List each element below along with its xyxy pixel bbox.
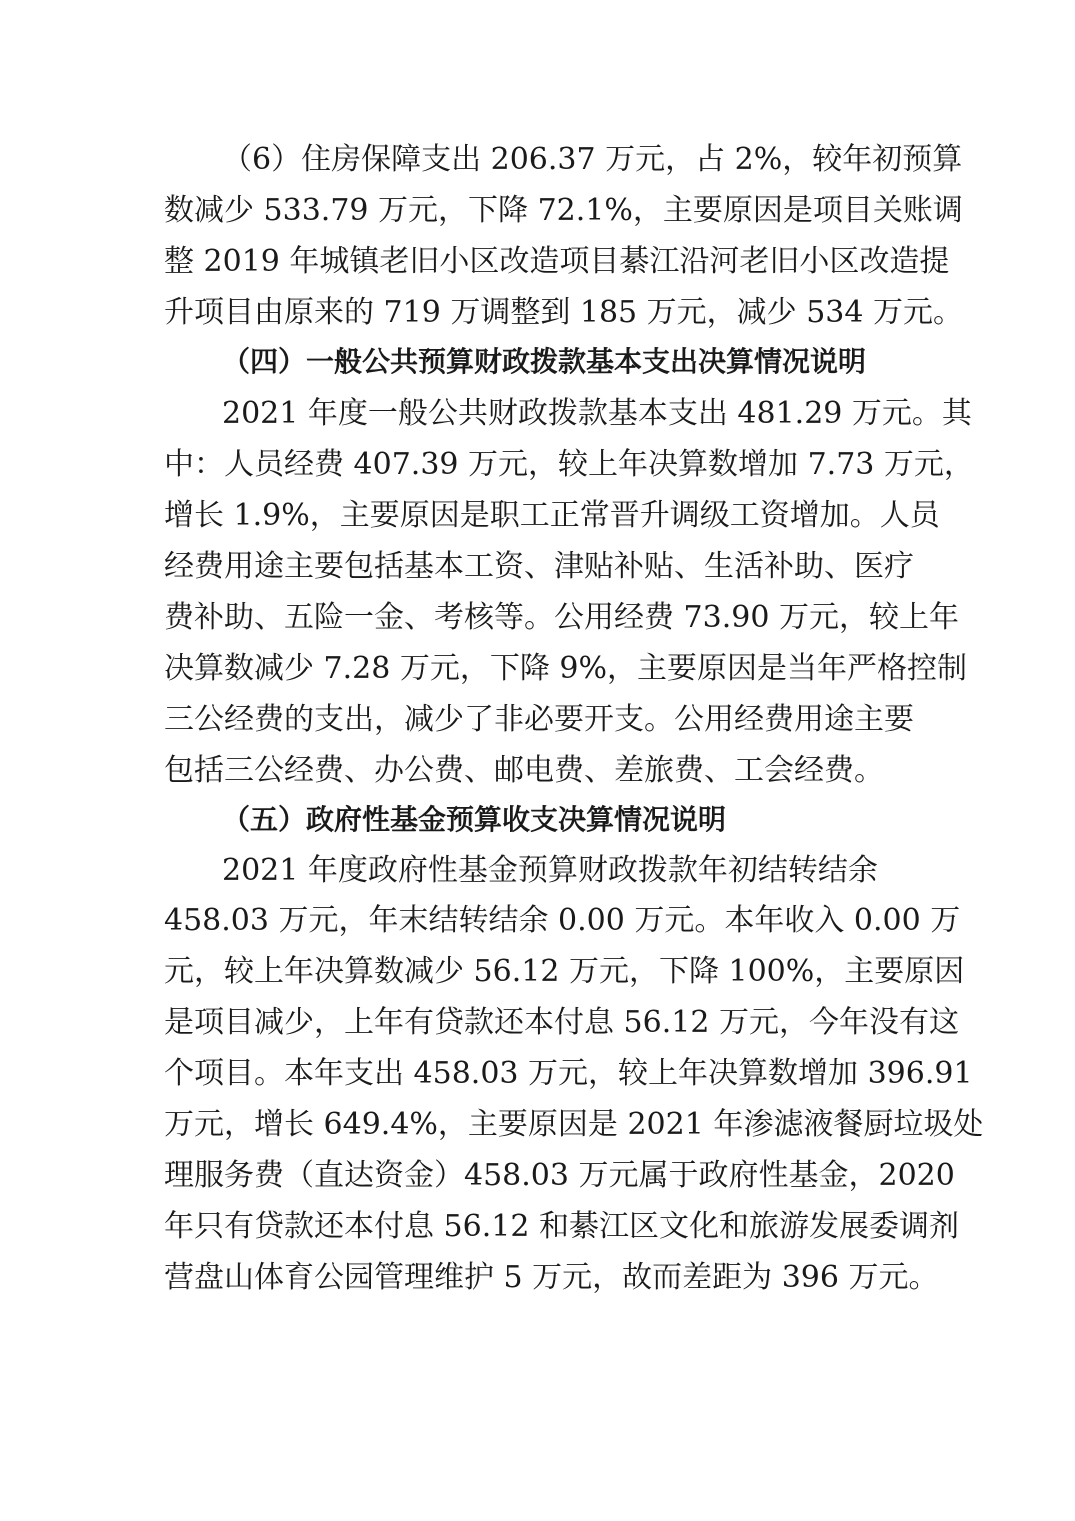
paragraph-line: 2021 年度政府性基金预算财政拨款年初结转结余	[222, 853, 878, 888]
paragraph-line: 整 2019 年城镇老旧小区改造项目綦江沿河老旧小区改造提	[164, 244, 950, 279]
paragraph-line: 458.03 万元，年末结转结余 0.00 万元。本年收入 0.00 万	[164, 903, 961, 938]
paragraph-line: 三公经费的支出，减少了非必要开支。公用经费用途主要	[164, 702, 914, 737]
paragraph-line: （6）住房保障支出 206.37 万元，占 2%，较年初预算	[222, 142, 963, 177]
paragraph-line: 包括三公经费、办公费、邮电费、差旅费、工会经费。	[164, 753, 884, 788]
paragraph-line: 年只有贷款还本付息 56.12 和綦江区文化和旅游发展委调剂	[164, 1209, 959, 1244]
paragraph-line: 费补助、五险一金、考核等。公用经费 73.90 万元，较上年	[164, 600, 959, 635]
paragraph-line: 升项目由原来的 719 万调整到 185 万元，减少 534 万元。	[164, 295, 963, 330]
paragraph-line: 2021 年度一般公共财政拨款基本支出 481.29 万元。其	[222, 396, 972, 431]
paragraph-line: 万元，增长 649.4%，主要原因是 2021 年渗滤液餐厨垃圾处	[164, 1107, 984, 1142]
paragraph-line: 决算数减少 7.28 万元，下降 9%，主要原因是当年严格控制	[164, 651, 967, 686]
section-heading-5: （五）政府性基金预算收支决算情况说明	[222, 803, 727, 836]
paragraph-line: 经费用途主要包括基本工资、津贴补贴、生活补助、医疗	[164, 549, 914, 584]
paragraph-line: 理服务费（直达资金）458.03 万元属于政府性基金，2020	[164, 1158, 955, 1193]
paragraph-line: 元，较上年决算数减少 56.12 万元，下降 100%，主要原因	[164, 954, 965, 989]
paragraph-line: 个项目。本年支出 458.03 万元，较上年决算数增加 396.91	[164, 1056, 973, 1091]
paragraph-line: 增长 1.9%，主要原因是职工正常晋升调级工资增加。人员	[164, 498, 940, 533]
section-heading-4: （四）一般公共预算财政拨款基本支出决算情况说明	[222, 345, 867, 378]
paragraph-line: 数减少 533.79 万元，下降 72.1%，主要原因是项目关账调	[164, 193, 963, 228]
paragraph-line: 营盘山体育公园管理维护 5 万元，故而差距为 396 万元。	[164, 1260, 939, 1295]
paragraph-line: 是项目减少，上年有贷款还本付息 56.12 万元，今年没有这	[164, 1005, 959, 1040]
paragraph-line: 中：人员经费 407.39 万元，较上年决算数增加 7.73 万元，	[164, 447, 974, 482]
